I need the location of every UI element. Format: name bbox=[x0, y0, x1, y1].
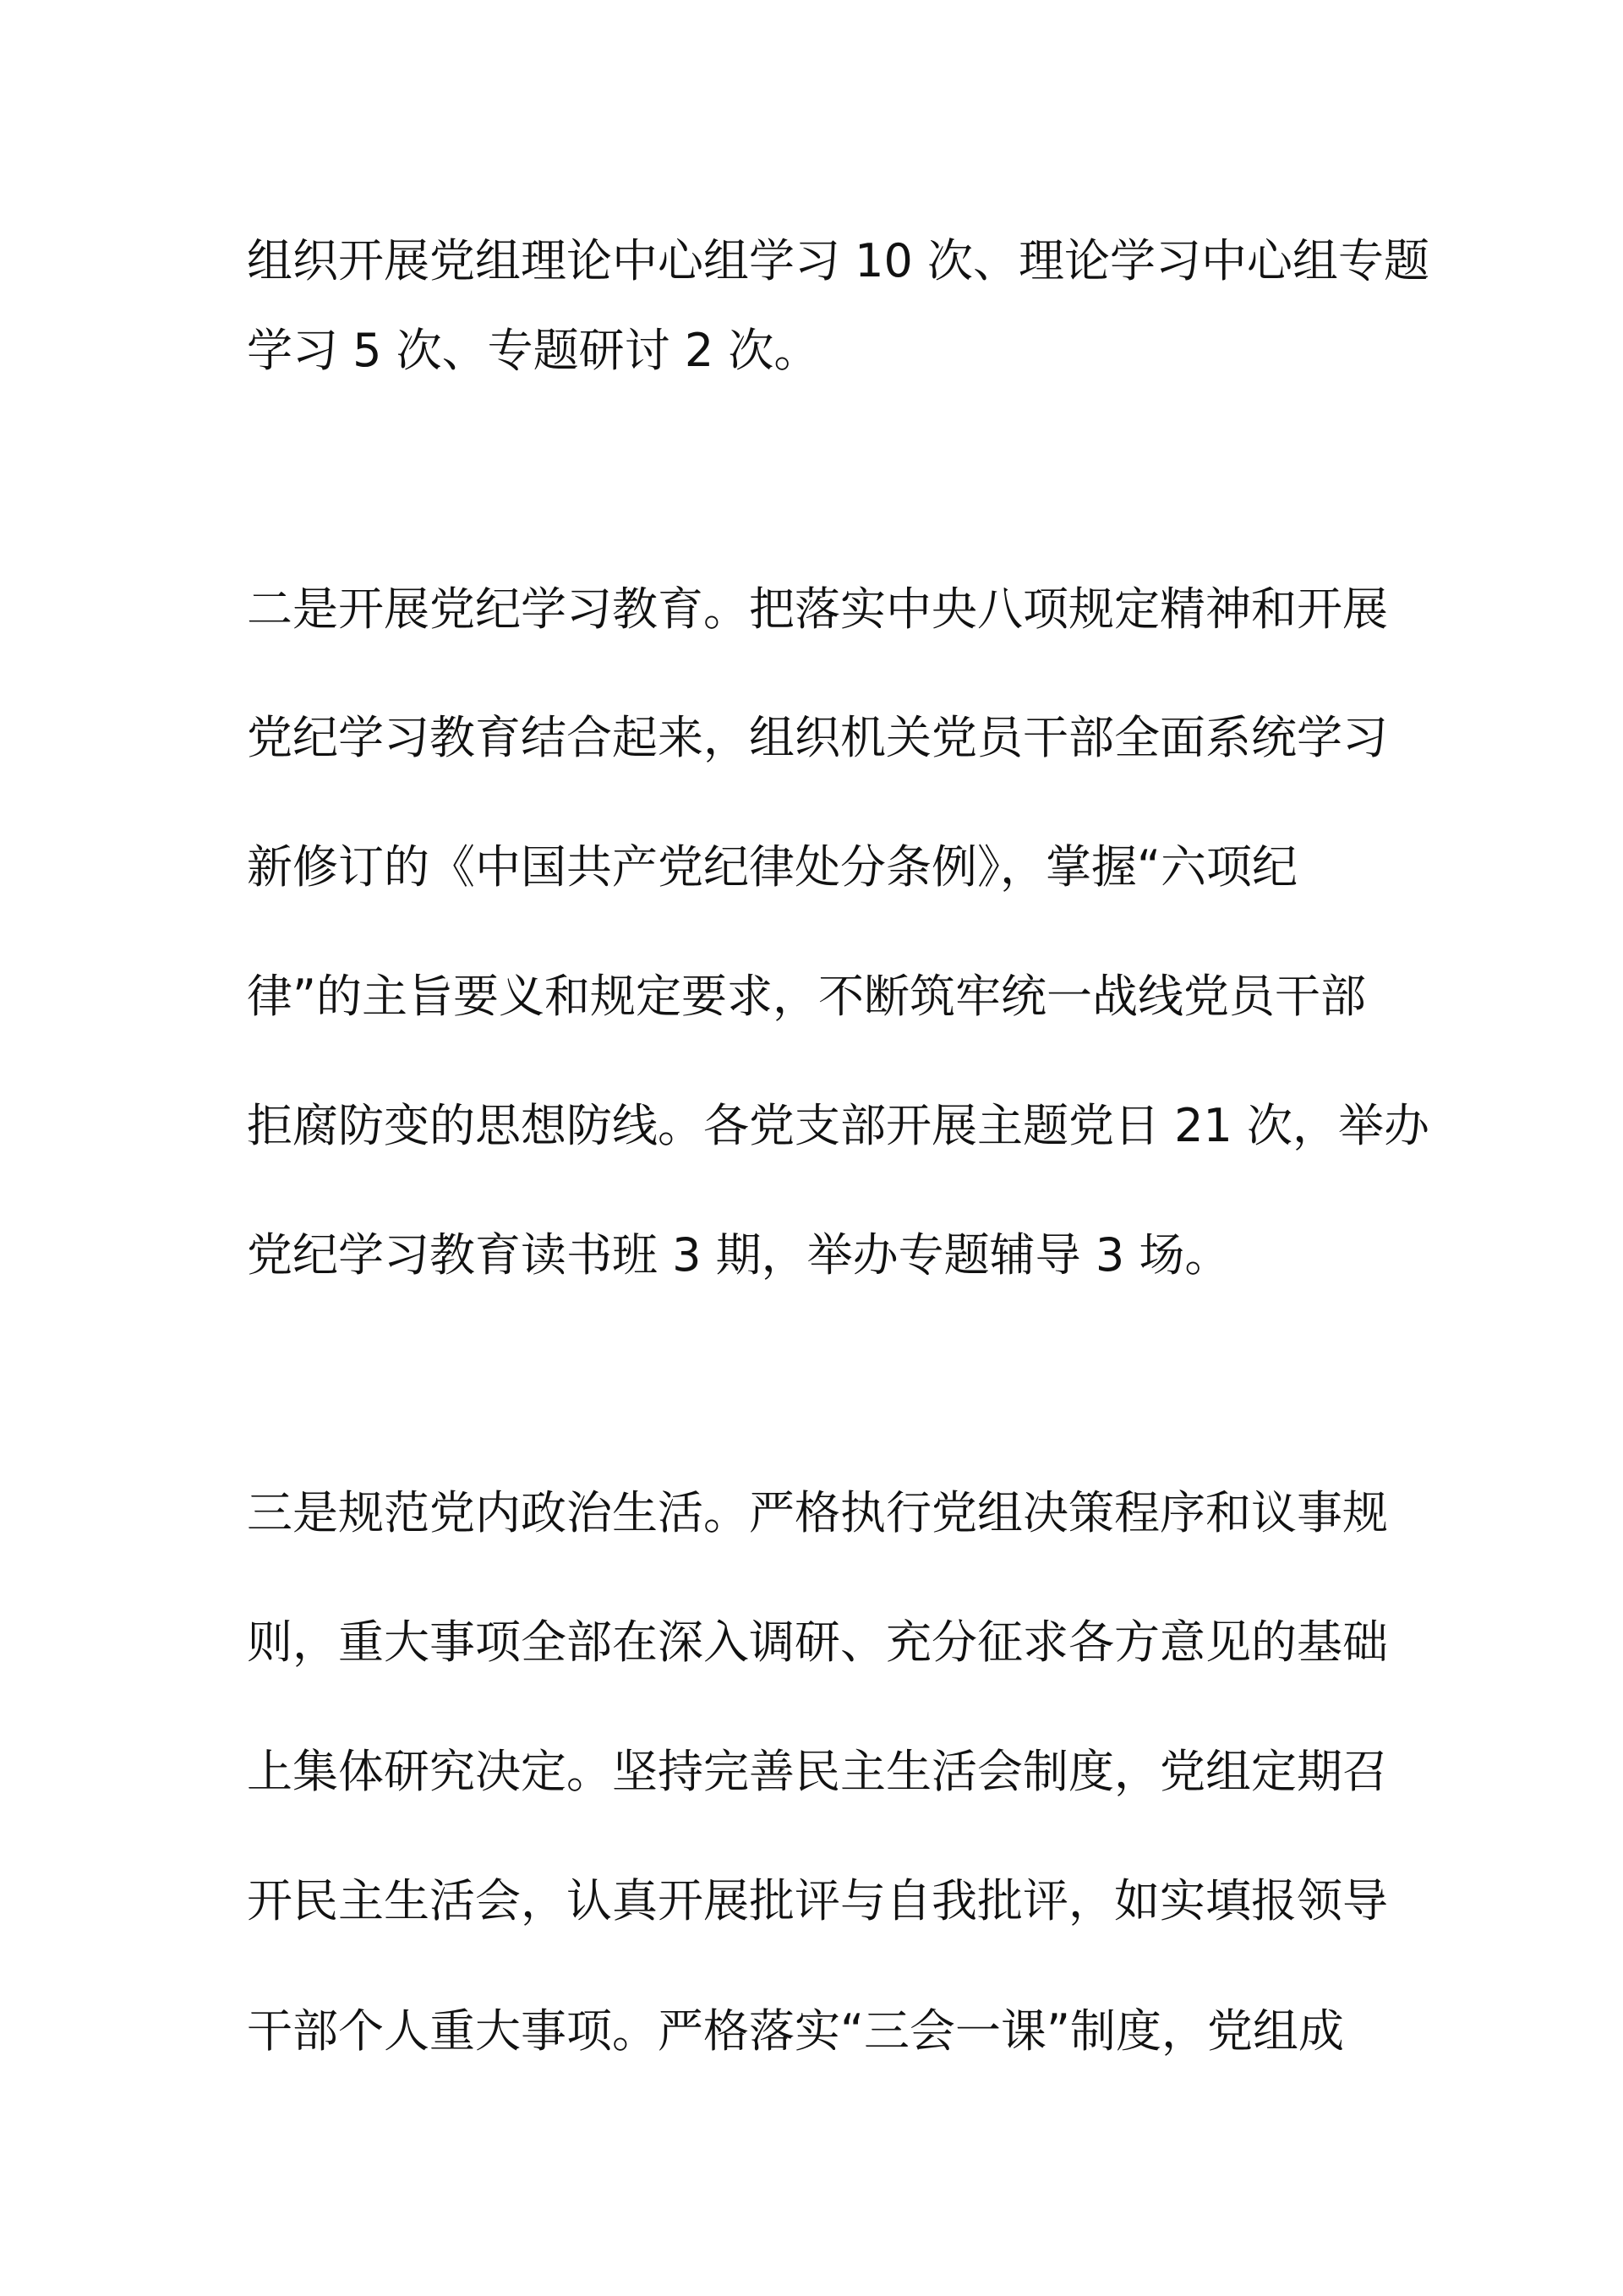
text-line: 拒腐防变的思想防线。各党支部开展主题党日 21 次，举办 bbox=[247, 1099, 1430, 1152]
text-line: 律”的主旨要义和规定要求，不断筑牢统一战线党员干部 bbox=[247, 970, 1366, 1023]
text-line: 组织开展党组理论中心组学习 10 次、理论学习中心组专题 bbox=[247, 234, 1430, 287]
text-line: 二是开展党纪学习教育。把落实中央八项规定精神和开展 bbox=[247, 582, 1388, 636]
text-line: 学习 5 次、专题研讨 2 次。 bbox=[247, 324, 820, 377]
text-line: 开民主生活会，认真开展批评与自我批评，如实填报领导 bbox=[247, 1874, 1388, 1927]
text-line: 三是规范党内政治生活。严格执行党组决策程序和议事规 bbox=[247, 1486, 1388, 1539]
text-line: 党纪学习教育读书班 3 期，举办专题辅导 3 场。 bbox=[247, 1228, 1231, 1282]
text-line: 则，重大事项全部在深入调研、充分征求各方意见的基础 bbox=[247, 1615, 1388, 1669]
text-line: 上集体研究决定。坚持完善民主生活会制度，党组定期召 bbox=[247, 1745, 1388, 1798]
text-line: 干部个人重大事项。严格落实“三会一课”制度，党组成 bbox=[247, 2004, 1344, 2058]
text-line: 党纪学习教育结合起来，组织机关党员干部全面系统学习 bbox=[247, 711, 1388, 764]
text-line: 新修订的《中国共产党纪律处分条例》，掌握“六项纪 bbox=[247, 840, 1298, 894]
